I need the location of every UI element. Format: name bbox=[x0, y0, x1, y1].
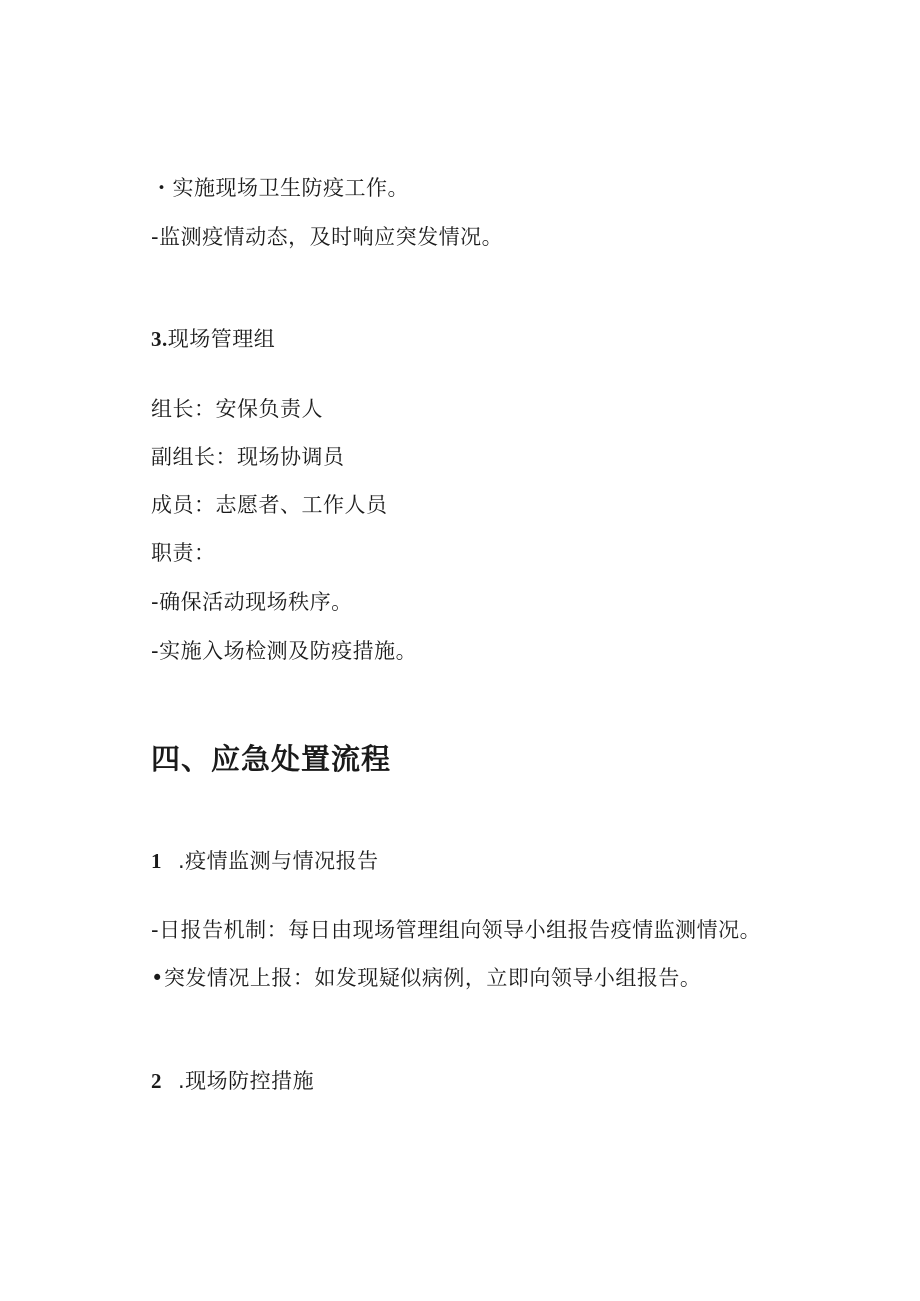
item-2-number: 2 bbox=[151, 1069, 162, 1093]
duty-line-1: -确保活动现场秩序。 bbox=[151, 590, 353, 614]
deputy-leader-line: 副组长：现场协调员 bbox=[151, 445, 345, 469]
leader-line: 组长：安保负责人 bbox=[151, 397, 323, 421]
section-3-number: 3. bbox=[151, 327, 168, 351]
bullet-line-1: ・实施现场卫生防疫工作。 bbox=[151, 176, 409, 200]
bullet-line-2: -监测疫情动态，及时响应突发情况。 bbox=[151, 225, 504, 249]
item-2-title: .现场防控措施 bbox=[178, 1069, 315, 1093]
report-line-2: •突发情况上报：如发现疑似病例，立即向领导小组报告。 bbox=[151, 966, 702, 990]
item-1-number: 1 bbox=[151, 849, 162, 873]
item-2-heading bbox=[151, 1067, 314, 1095]
item-1-title: .疫情监测与情况报告 bbox=[178, 849, 379, 873]
members-line: 成员：志愿者、工作人员 bbox=[151, 493, 388, 517]
item-1-heading bbox=[151, 847, 379, 875]
section-3-title: 现场管理组 bbox=[167, 327, 276, 351]
chapter-heading: 四、应急处置流程 bbox=[151, 742, 392, 776]
duties-label: 职责： bbox=[151, 541, 216, 565]
duty-line-2: -实施入场检测及防疫措施。 bbox=[151, 639, 418, 663]
report-line-1: -日报告机制：每日由现场管理组向领导小组报告疫情监测情况。 bbox=[151, 918, 762, 942]
section-3-heading bbox=[151, 325, 275, 353]
